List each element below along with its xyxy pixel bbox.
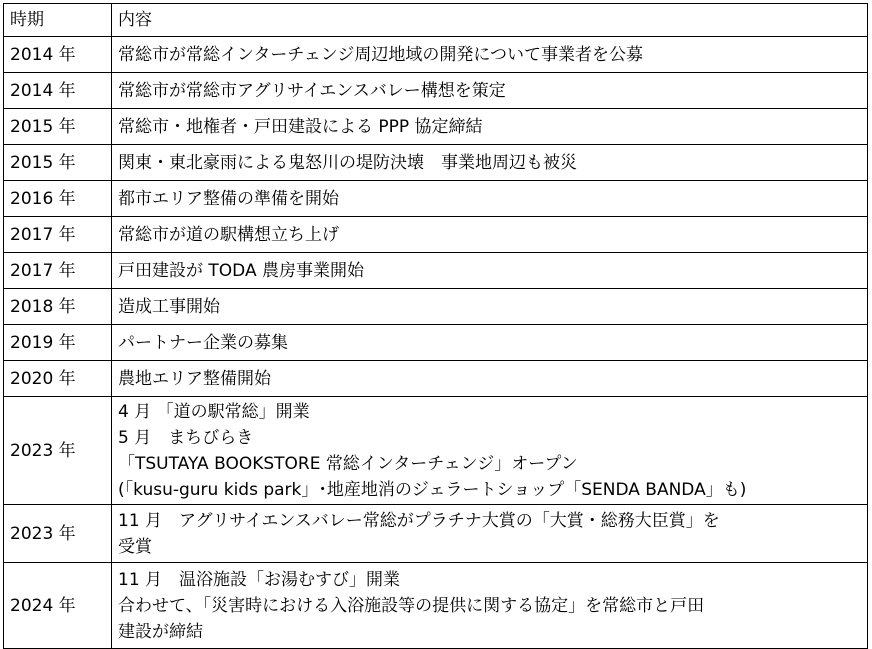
period-cell: 2019 年 — [4, 325, 112, 361]
table-row — [4, 289, 868, 325]
table-row — [4, 181, 868, 217]
content-line: パートナー企業の募集 — [118, 332, 288, 353]
period-cell: 2015 年 — [4, 145, 112, 181]
content-cell — [112, 217, 868, 253]
content-line: 建設が締結 — [118, 621, 203, 642]
content-cell — [112, 37, 868, 73]
content-line: 都市エリア整備の準備を開始 — [118, 188, 339, 209]
content-line: 常総市が常総市アグリサイエンスバレー構想を策定 — [118, 80, 506, 101]
table-row — [4, 505, 868, 563]
content-line: (「kusu-guru kids park」･地産地消のジェラートショップ「SENDA BANDA」も) — [118, 479, 747, 500]
timeline-table — [3, 3, 868, 649]
table-row — [4, 217, 868, 253]
content-cell — [112, 361, 868, 397]
period-cell: 2017 年 — [4, 253, 112, 289]
content-cell — [112, 289, 868, 325]
table-row — [4, 73, 868, 109]
period-cell: 2023 年 — [4, 505, 112, 563]
content-cell — [112, 505, 868, 563]
content-line: 常総市・地権者・戸田建設による PPP 協定締結 — [118, 116, 483, 137]
content-cell — [112, 397, 868, 505]
content-line: 5 月 まちびらき — [118, 427, 254, 448]
content-line: 農地エリア整備開始 — [118, 368, 271, 389]
table-row — [4, 563, 868, 649]
table-row — [4, 397, 868, 505]
period-cell: 2024 年 — [4, 563, 112, 649]
period-cell: 2016 年 — [4, 181, 112, 217]
table-row — [4, 109, 868, 145]
content-line: 11 月 温浴施設「お湯むすび」開業 — [118, 569, 401, 590]
content-line: 戸田建設が TODA 農房事業開始 — [118, 260, 364, 281]
table-row — [4, 253, 868, 289]
content-line: 受賞 — [118, 536, 152, 557]
header-period: 時期 — [4, 4, 112, 37]
content-cell — [112, 73, 868, 109]
period-cell: 2017 年 — [4, 217, 112, 253]
content-line: 常総市が道の駅構想立ち上げ — [118, 224, 339, 245]
period-cell: 2023 年 — [4, 397, 112, 505]
table-row — [4, 37, 868, 73]
content-cell — [112, 181, 868, 217]
period-cell: 2020 年 — [4, 361, 112, 397]
content-line: 関東・東北豪雨による鬼怒川の堤防決壊 事業地周辺も被災 — [118, 152, 577, 173]
header-row — [4, 4, 868, 37]
content-cell — [112, 563, 868, 649]
period-cell: 2015 年 — [4, 109, 112, 145]
content-line: 4 月 「道の駅常総」開業 — [118, 401, 310, 422]
table-row — [4, 325, 868, 361]
content-line: 「TSUTAYA BOOKSTORE 常総インターチェンジ」オープン — [118, 453, 578, 474]
content-line: 11 月 アグリサイエンスバレー常総がプラチナ大賞の「大賞・総務大臣賞」を — [118, 510, 720, 531]
content-line: 造成工事開始 — [118, 296, 220, 317]
content-cell — [112, 325, 868, 361]
period-cell: 2018 年 — [4, 289, 112, 325]
table-row — [4, 145, 868, 181]
header-content: 内容 — [112, 4, 868, 37]
period-cell: 2014 年 — [4, 37, 112, 73]
content-cell — [112, 253, 868, 289]
content-line: 合わせて、「災害時における入浴施設等の提供に関する協定」を常総市と戸田 — [118, 595, 705, 616]
content-line: 常総市が常総インターチェンジ周辺地域の開発について事業者を公募 — [118, 44, 644, 65]
content-cell — [112, 145, 868, 181]
content-cell — [112, 109, 868, 145]
table-row — [4, 361, 868, 397]
period-cell: 2014 年 — [4, 73, 112, 109]
